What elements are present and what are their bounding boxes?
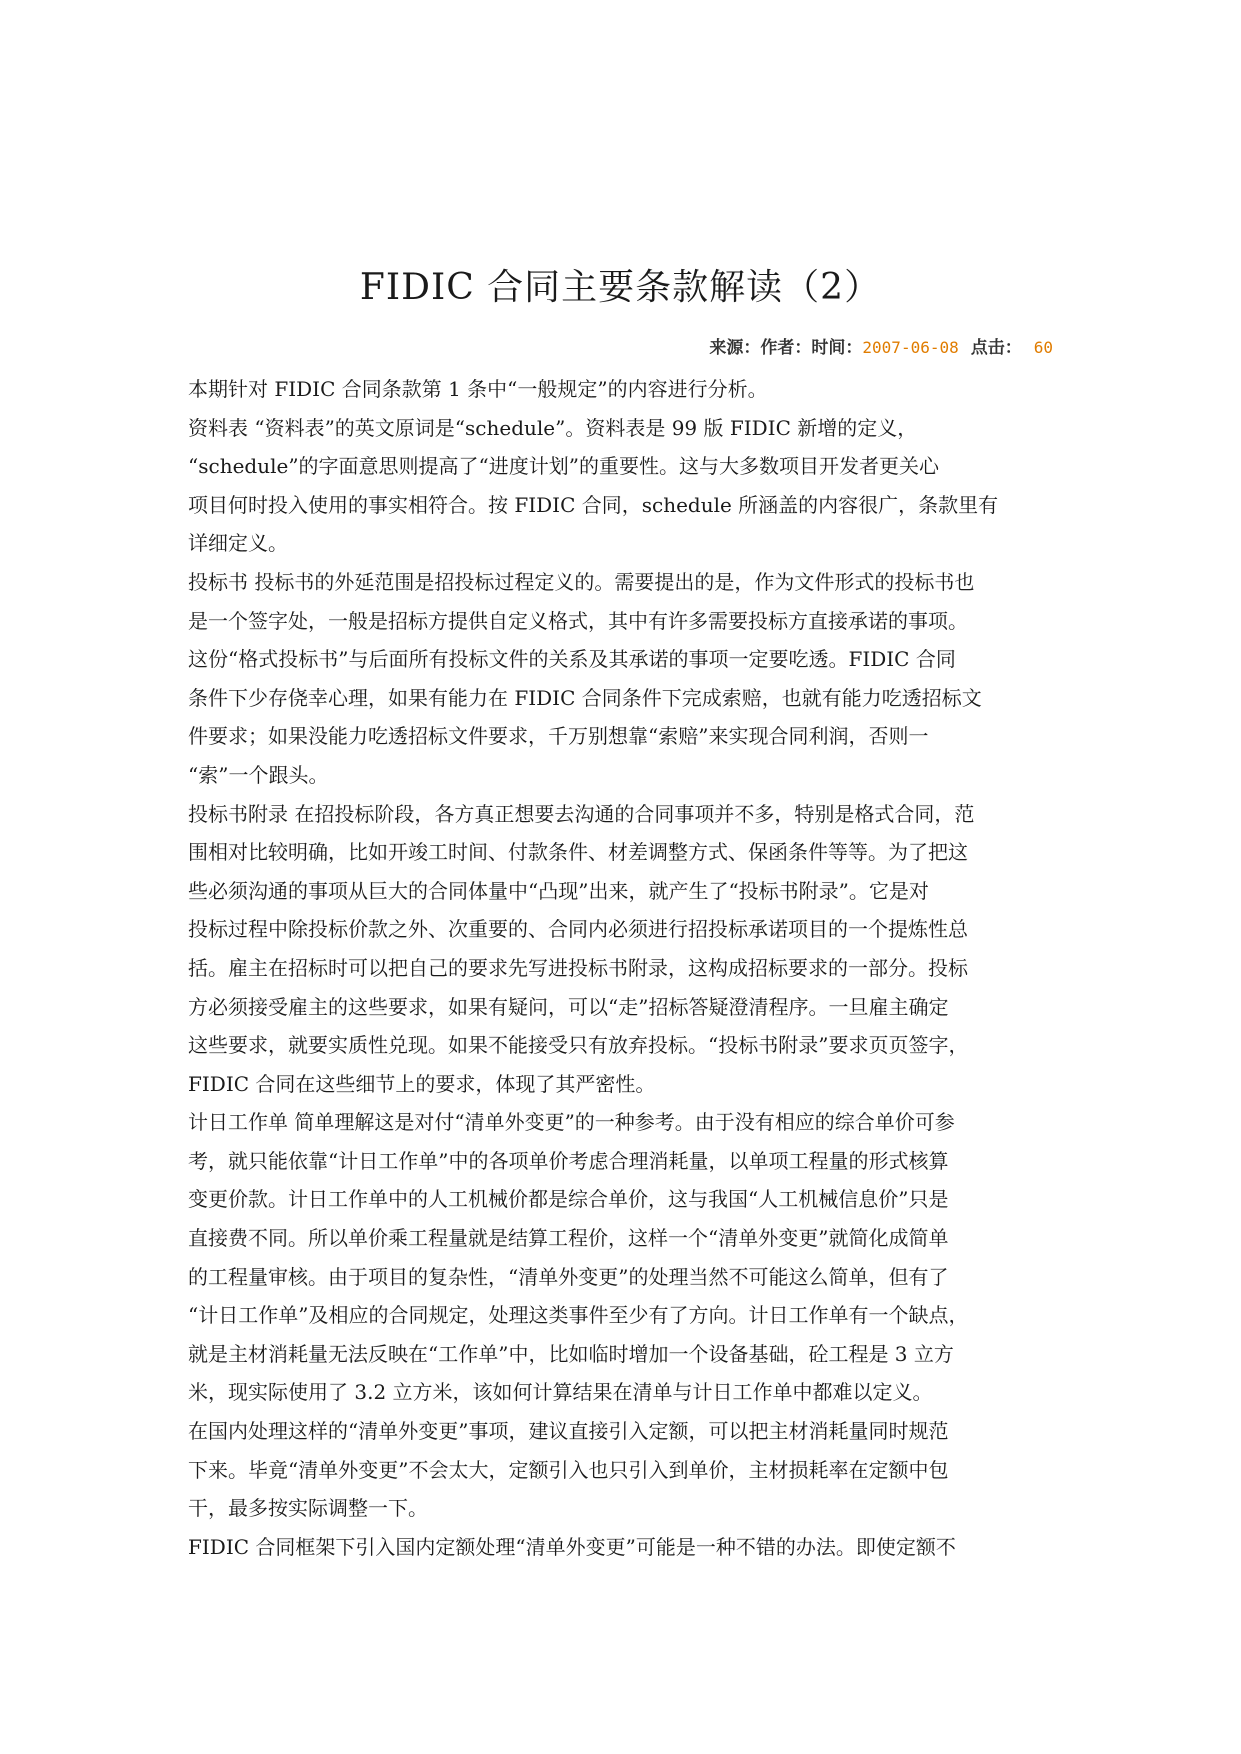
text-line: 下来。毕竟“清单外变更”不会太大，定额引入也只引入到单价，主材损耗率在定额中包 — [188, 1457, 949, 1482]
clicks-count: 60 — [1033, 338, 1053, 357]
text-line: 投标书 投标书的外延范围是招投标过程定义的。需要提出的是，作为文件形式的投标书也 — [188, 569, 975, 594]
text-line: 详细定义。 — [188, 531, 288, 556]
article-title: FIDIC 合同主要条款解读（2） — [359, 267, 882, 309]
text-line: 本期针对 FIDIC 合同条款第 1 条中“一般规定”的内容进行分析。 — [188, 377, 768, 401]
text-line: 直接费不同。所以单价乘工程量就是结算工程价，这样一个“清单外变更”就简化成简单 — [188, 1226, 949, 1251]
text-line: 括。雇主在招标时可以把自己的要求先写进投标书附录，这构成招标要求的一部分。投标 — [188, 955, 968, 980]
text-line: 在国内处理这样的“清单外变更”事项，建议直接引入定额，可以把主材消耗量同时规范 — [188, 1419, 949, 1444]
text-line: FIDIC 合同在这些细节上的要求，体现了其严密性。 — [188, 1071, 656, 1096]
text-line: 方必须接受雇主的这些要求，如果有疑问，可以“走”招标答疑澄清程序。一旦雇主确定 — [188, 994, 949, 1019]
text-line: 资料表 “资料表”的英文原词是“schedule”。资料表是 99 版 FIDIC 新增的定义， — [188, 415, 918, 440]
time-label: 时间： — [811, 338, 863, 358]
text-line: 件要求；如果没能力吃透招标文件要求，千万别想靠“索赔”来实现合同利润，否则一 — [188, 724, 929, 749]
text-line: “schedule”的字面意思则提高了“进度计划”的重要性。这与大多数项目开发者更关心 — [188, 454, 939, 479]
author-label: 作者： — [760, 338, 812, 358]
clicks-label: 点击： — [970, 338, 1022, 358]
text-line: 考，就只能依靠“计日工作单”中的各项单价考虑合理消耗量，以单项工程量的形式核算 — [188, 1148, 949, 1173]
text-line: 围相对比较明确，比如开竣工时间、付款条件、材差调整方式、保函条件等等。为了把这 — [188, 840, 968, 865]
text-line: “索”一个跟头。 — [188, 762, 329, 787]
text-line: 投标过程中除投标价款之外、次重要的、合同内必须进行招投标承诺项目的一个提炼性总 — [188, 917, 968, 942]
text-line: 干，最多按实际调整一下。 — [188, 1496, 428, 1521]
text-line: 这份“格式投标书”与后面所有投标文件的关系及其承诺的事项一定要吃透。FIDIC 合同 — [188, 647, 956, 672]
text-line: 条件下少存侥幸心理，如果有能力在 FIDIC 合同条件下完成索赔，也就有能力吃透招标文 — [188, 685, 982, 710]
text-line: 投标书附录 在招投标阶段，各方真正想要去沟通的合同事项并不多，特别是格式合同，范 — [188, 801, 975, 826]
text-line: 这些要求，就要实质性兑现。如果不能接受只有放弃投标。“投标书附录”要求页页签字， — [188, 1033, 969, 1058]
article-meta — [709, 336, 1053, 360]
text-line: 米，现实际使用了 3.2 立方米，该如何计算结果在清单与计日工作单中都难以定义。 — [188, 1380, 933, 1405]
text-line: 是一个签字处，一般是招标方提供自定义格式，其中有许多需要投标方直接承诺的事项。 — [188, 608, 968, 633]
text-line: FIDIC 合同框架下引入国内定额处理“清单外变更”可能是一种不错的办法。即使定额不 — [188, 1534, 956, 1559]
text-line: 计日工作单 简单理解这是对付“清单外变更”的一种参考。由于没有相应的综合单价可参 — [188, 1110, 955, 1135]
text-line: 的工程量审核。由于项目的复杂性，“清单外变更”的处理当然不可能这么简单，但有了 — [188, 1264, 949, 1289]
text-line: 就是主材消耗量无法反映在“工作单”中，比如临时增加一个设备基础，砼工程是 3 立方 — [188, 1341, 954, 1366]
text-line: 些必须沟通的事项从巨大的合同体量中“凸现”出来，就产生了“投标书附录”。它是对 — [188, 878, 929, 903]
source-label: 来源： — [709, 338, 761, 358]
text-line: 变更价款。计日工作单中的人工机械价都是综合单价，这与我国“人工机械信息价”只是 — [188, 1187, 949, 1212]
text-line: “计日工作单”及相应的合同规定，处理这类事件至少有了方向。计日工作单有一个缺点， — [188, 1303, 969, 1328]
publish-date: 2007-06-08 — [862, 338, 959, 357]
text-line: 项目何时投入使用的事实相符合。按 FIDIC 合同，schedule 所涵盖的内容很广，条款里有 — [188, 492, 999, 517]
article-body — [188, 370, 1058, 1566]
